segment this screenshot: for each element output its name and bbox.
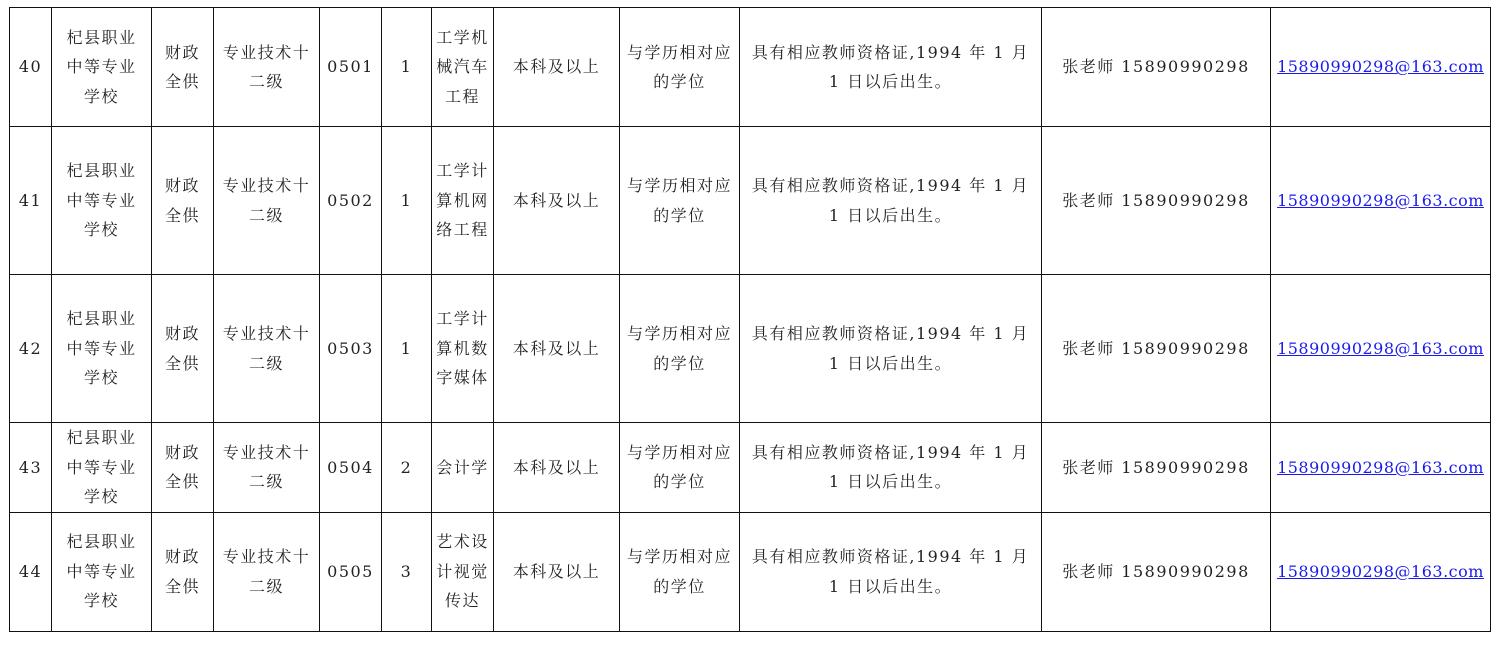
recruitment-table — [9, 7, 1491, 632]
post-level: 专业技术十二级 — [214, 8, 320, 127]
hire-count: 1 — [382, 275, 432, 423]
row-index: 43 — [10, 423, 52, 513]
row-index: 41 — [10, 127, 52, 275]
contact-person: 张老师 15890990298 — [1042, 512, 1271, 631]
education-requirement: 本科及以上 — [494, 127, 620, 275]
hire-count: 1 — [382, 8, 432, 127]
degree-requirement: 与学历相对应的学位 — [620, 8, 740, 127]
post-code: 0505 — [320, 512, 382, 631]
employer-unit: 杞县职业中等专业学校 — [52, 423, 152, 513]
email-link[interactable]: 15890990298@163.com — [1277, 338, 1484, 358]
post-level: 专业技术十二级 — [214, 275, 320, 423]
post-level: 专业技术十二级 — [214, 127, 320, 275]
degree-requirement: 与学历相对应的学位 — [620, 275, 740, 423]
other-requirements: 具有相应教师资格证,1994 年 1 月 1 日以后出生。 — [740, 423, 1042, 513]
other-requirements: 具有相应教师资格证,1994 年 1 月 1 日以后出生。 — [740, 8, 1042, 127]
education-requirement: 本科及以上 — [494, 512, 620, 631]
employer-unit: 杞县职业中等专业学校 — [52, 512, 152, 631]
post-code: 0502 — [320, 127, 382, 275]
post-code: 0503 — [320, 275, 382, 423]
row-index: 42 — [10, 275, 52, 423]
row-index: 44 — [10, 512, 52, 631]
employer-unit: 杞县职业中等专业学校 — [52, 275, 152, 423]
contact-person: 张老师 15890990298 — [1042, 275, 1271, 423]
contact-email — [1271, 8, 1491, 127]
table-row — [10, 127, 1491, 275]
email-link[interactable]: 15890990298@163.com — [1277, 190, 1484, 210]
other-requirements: 具有相应教师资格证,1994 年 1 月 1 日以后出生。 — [740, 512, 1042, 631]
employer-unit: 杞县职业中等专业学校 — [52, 8, 152, 127]
funding-type: 财政全供 — [152, 423, 214, 513]
hire-count: 1 — [382, 127, 432, 275]
major: 工学计算机网络工程 — [432, 127, 494, 275]
degree-requirement: 与学历相对应的学位 — [620, 512, 740, 631]
post-code: 0501 — [320, 8, 382, 127]
funding-type: 财政全供 — [152, 127, 214, 275]
post-level: 专业技术十二级 — [214, 512, 320, 631]
contact-email — [1271, 275, 1491, 423]
education-requirement: 本科及以上 — [494, 275, 620, 423]
table-row — [10, 8, 1491, 127]
education-requirement: 本科及以上 — [494, 8, 620, 127]
employer-unit: 杞县职业中等专业学校 — [52, 127, 152, 275]
funding-type: 财政全供 — [152, 8, 214, 127]
degree-requirement: 与学历相对应的学位 — [620, 127, 740, 275]
table-body — [10, 8, 1491, 632]
major: 艺术设计视觉传达 — [432, 512, 494, 631]
funding-type: 财政全供 — [152, 512, 214, 631]
degree-requirement: 与学历相对应的学位 — [620, 423, 740, 513]
hire-count: 3 — [382, 512, 432, 631]
funding-type: 财政全供 — [152, 275, 214, 423]
contact-person: 张老师 15890990298 — [1042, 423, 1271, 513]
email-link[interactable]: 15890990298@163.com — [1277, 561, 1484, 581]
email-link[interactable]: 15890990298@163.com — [1277, 457, 1484, 477]
row-index: 40 — [10, 8, 52, 127]
major: 会计学 — [432, 423, 494, 513]
contact-person: 张老师 15890990298 — [1042, 8, 1271, 127]
table-row — [10, 423, 1491, 513]
major: 工学计算机数字媒体 — [432, 275, 494, 423]
other-requirements: 具有相应教师资格证,1994 年 1 月 1 日以后出生。 — [740, 275, 1042, 423]
post-code: 0504 — [320, 423, 382, 513]
contact-person: 张老师 15890990298 — [1042, 127, 1271, 275]
table-row — [10, 275, 1491, 423]
education-requirement: 本科及以上 — [494, 423, 620, 513]
other-requirements: 具有相应教师资格证,1994 年 1 月 1 日以后出生。 — [740, 127, 1042, 275]
contact-email — [1271, 512, 1491, 631]
major: 工学机械汽车工程 — [432, 8, 494, 127]
email-link[interactable]: 15890990298@163.com — [1277, 57, 1484, 77]
table-row — [10, 512, 1491, 631]
contact-email — [1271, 127, 1491, 275]
post-level: 专业技术十二级 — [214, 423, 320, 513]
contact-email — [1271, 423, 1491, 513]
hire-count: 2 — [382, 423, 432, 513]
